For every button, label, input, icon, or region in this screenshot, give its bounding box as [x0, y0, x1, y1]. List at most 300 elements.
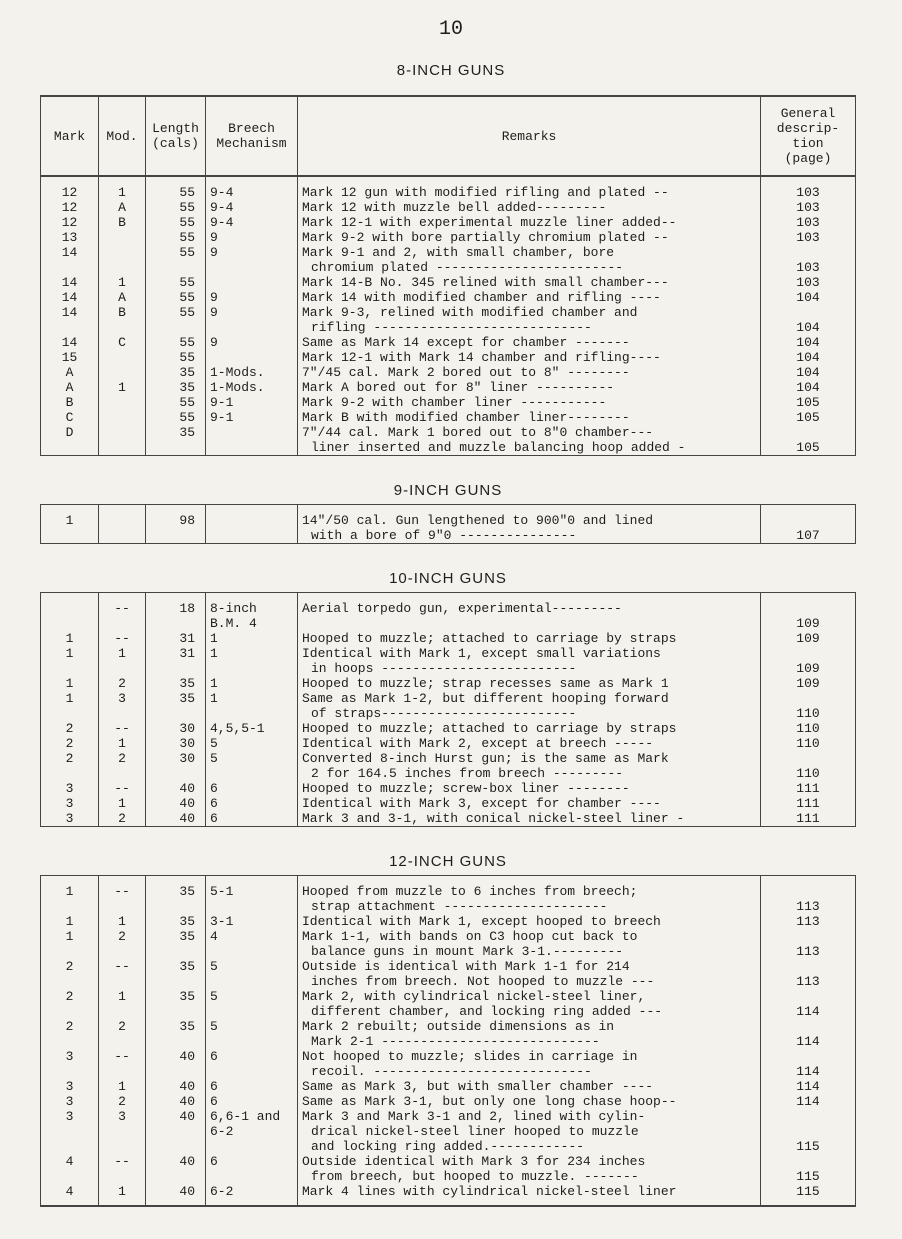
breech-cell — [206, 1184, 298, 1206]
breech-line: 3-1 — [210, 914, 234, 929]
remarks-cell — [298, 1079, 761, 1094]
length-cell: 35 — [146, 929, 206, 959]
breech-line: 1-Mods. — [210, 365, 265, 380]
mod-cell: 1 — [99, 989, 146, 1019]
page-ref-cell — [761, 425, 856, 456]
mark-cell: 3 — [41, 811, 99, 827]
table-row — [41, 781, 856, 796]
breech-line: 6 — [210, 1049, 218, 1064]
breech-line: 9 — [210, 305, 218, 320]
remarks-line: with a bore of 9"0 --------------- — [311, 528, 577, 543]
mod-cell: B — [99, 215, 146, 230]
breech-cell — [206, 1079, 298, 1094]
page-ref-cell — [761, 200, 856, 215]
table-row — [41, 230, 856, 245]
remarks-line: Not hooped to muzzle; slides in carriage in — [302, 1049, 638, 1064]
length-cell: 40 — [146, 1154, 206, 1184]
remarks-line: Mark 12 with muzzle bell added--------- — [302, 200, 607, 215]
mark-cell: 1 — [41, 914, 99, 929]
length-cell: 40 — [146, 811, 206, 827]
page-ref-cell — [761, 1094, 856, 1109]
page-ref: 114 — [796, 1064, 820, 1079]
mark-cell: 3 — [41, 796, 99, 811]
remarks-cell — [298, 305, 761, 335]
remarks-cell — [298, 425, 761, 456]
remarks-line: Mark 9-2 with bore partially chromium plated -- — [302, 230, 669, 245]
page-ref: 115 — [796, 1169, 820, 1184]
remarks-cell — [298, 350, 761, 365]
table-row — [41, 1109, 856, 1154]
remarks-line: 14"/50 cal. Gun lengthened to 900"0 and lined — [302, 513, 654, 528]
mod-cell: -- — [99, 781, 146, 796]
breech-cell — [206, 691, 298, 721]
mod-cell: -- — [99, 721, 146, 736]
page-ref: 105 — [796, 440, 820, 455]
page-ref: 114 — [796, 1004, 820, 1019]
length-cell: 30 — [146, 736, 206, 751]
table-row — [41, 1019, 856, 1049]
remarks-cell — [298, 245, 761, 275]
mark-cell: 3 — [41, 1094, 99, 1109]
length-cell: 35 — [146, 1019, 206, 1049]
table-row — [41, 631, 856, 646]
page-ref: 104 — [796, 380, 820, 395]
mark-cell: 13 — [41, 230, 99, 245]
page-ref: 105 — [796, 410, 820, 425]
section-heading-row — [41, 456, 856, 505]
mark-cell: 2 — [41, 751, 99, 781]
page-ref: 110 — [796, 766, 820, 781]
breech-line: B.M. 4 — [210, 616, 257, 631]
remarks-line: Converted 8-inch Hurst gun; is the same as Mark — [302, 751, 669, 766]
table-row — [41, 989, 856, 1019]
length-cell: 55 — [146, 335, 206, 350]
page-ref: 103 — [796, 185, 820, 200]
remarks-line: in hoops ------------------------- — [311, 661, 577, 676]
length-cell: 55 — [146, 230, 206, 245]
remarks-line: liner inserted and muzzle balancing hoop added - — [311, 440, 686, 455]
spacer — [765, 884, 851, 899]
table-row — [41, 646, 856, 676]
header-general — [761, 96, 856, 176]
page-ref-cell — [761, 751, 856, 781]
breech-cell — [206, 505, 298, 544]
gun-table — [40, 95, 856, 1207]
mark-cell: A — [41, 365, 99, 380]
remarks-line: Identical with Mark 3, except for chamber ---- — [302, 796, 661, 811]
length-cell: 31 — [146, 646, 206, 676]
remarks-line: Identical with Mark 2, except at breech ----- — [302, 736, 654, 751]
page-ref-cell — [761, 1154, 856, 1184]
remarks-line: Outside identical with Mark 3 for 234 inches — [302, 1154, 646, 1169]
page-ref-cell — [761, 275, 856, 290]
breech-cell — [206, 751, 298, 781]
remarks-cell — [298, 736, 761, 751]
mark-cell: 14 — [41, 335, 99, 350]
remarks-cell — [298, 335, 761, 350]
page-ref-cell — [761, 335, 856, 350]
mark-cell: 1 — [41, 676, 99, 691]
table-row — [41, 1184, 856, 1206]
mod-cell: -- — [99, 876, 146, 915]
remarks-cell — [298, 989, 761, 1019]
table-row — [41, 200, 856, 215]
length-cell: 35 — [146, 876, 206, 915]
table-header — [41, 96, 856, 176]
remarks-cell — [298, 914, 761, 929]
length-cell: 55 — [146, 410, 206, 425]
mark-cell: 3 — [41, 781, 99, 796]
length-cell: 40 — [146, 1109, 206, 1154]
page-ref: 103 — [796, 200, 820, 215]
page-ref-cell — [761, 736, 856, 751]
breech-cell — [206, 410, 298, 425]
table-row — [41, 691, 856, 721]
remarks-cell — [298, 1184, 761, 1206]
remarks-cell — [298, 781, 761, 796]
page-ref-cell — [761, 290, 856, 305]
mod-cell: 1 — [99, 380, 146, 395]
breech-cell — [206, 736, 298, 751]
breech-cell — [206, 350, 298, 365]
header-general-line: General — [780, 106, 836, 121]
remarks-line: strap attachment --------------------- — [311, 899, 608, 914]
breech-line: 6 — [210, 781, 218, 796]
breech-cell — [206, 631, 298, 646]
breech-line: 5-1 — [210, 884, 234, 899]
remarks-cell — [298, 365, 761, 380]
length-cell: 40 — [146, 1094, 206, 1109]
remarks-line: different chamber, and locking ring added --- — [311, 1004, 663, 1019]
remarks-line: Mark 3 and Mark 3-1 and 2, lined with cylin- — [302, 1109, 646, 1124]
section-heading-row — [41, 544, 856, 593]
page-ref-cell — [761, 215, 856, 230]
remarks-cell — [298, 410, 761, 425]
breech-line: 1-Mods. — [210, 380, 265, 395]
breech-line: 9 — [210, 245, 218, 260]
mark-cell: 2 — [41, 736, 99, 751]
breech-line: 1 — [210, 676, 218, 691]
mark-cell: D — [41, 425, 99, 456]
breech-line: 1 — [210, 691, 218, 706]
remarks-line: Outside is identical with Mark 1-1 for 214 — [302, 959, 630, 974]
header-length-line: Length — [152, 121, 199, 136]
breech-cell — [206, 365, 298, 380]
mod-cell — [99, 230, 146, 245]
page-ref: 109 — [796, 616, 820, 631]
page-ref: 105 — [796, 395, 820, 410]
breech-line: 9 — [210, 230, 218, 245]
page-ref-cell — [761, 1109, 856, 1154]
breech-cell — [206, 721, 298, 736]
mod-cell: 1 — [99, 176, 146, 200]
breech-cell — [206, 230, 298, 245]
page-ref-cell — [761, 350, 856, 365]
remarks-line: Hooped to muzzle; strap recesses same as Mark 1 — [302, 676, 669, 691]
table-row — [41, 410, 856, 425]
length-cell: 55 — [146, 200, 206, 215]
table-row — [41, 796, 856, 811]
breech-cell — [206, 646, 298, 676]
mod-cell — [99, 505, 146, 544]
length-cell: 35 — [146, 959, 206, 989]
length-cell: 40 — [146, 1049, 206, 1079]
remarks-cell — [298, 230, 761, 245]
mod-cell: 2 — [99, 1094, 146, 1109]
breech-cell — [206, 395, 298, 410]
length-cell: 55 — [146, 176, 206, 200]
remarks-cell — [298, 646, 761, 676]
table-row — [41, 959, 856, 989]
mark-cell: 2 — [41, 989, 99, 1019]
breech-cell — [206, 176, 298, 200]
spacer — [765, 1109, 851, 1124]
mod-cell: A — [99, 200, 146, 215]
breech-cell — [206, 305, 298, 335]
mod-cell: -- — [99, 959, 146, 989]
header-mark: Mark — [41, 96, 99, 176]
remarks-cell — [298, 1094, 761, 1109]
mod-cell: 1 — [99, 1184, 146, 1206]
length-cell: 35 — [146, 989, 206, 1019]
remarks-line: Mark B with modified chamber liner-------- — [302, 410, 630, 425]
remarks-cell — [298, 796, 761, 811]
mod-cell: 1 — [99, 275, 146, 290]
mod-cell: -- — [99, 631, 146, 646]
breech-cell — [206, 676, 298, 691]
mark-cell: 15 — [41, 350, 99, 365]
header-general-line: tion — [792, 136, 824, 151]
remarks-line: Mark 3 and 3-1, with conical nickel-steel liner - — [302, 811, 685, 826]
table-row — [41, 290, 856, 305]
page-ref-cell — [761, 989, 856, 1019]
mod-cell — [99, 410, 146, 425]
table-row — [41, 1049, 856, 1079]
breech-line: 1 — [210, 631, 218, 646]
remarks-cell — [298, 691, 761, 721]
mark-cell: 14 — [41, 305, 99, 335]
table-row — [41, 395, 856, 410]
page-ref: 115 — [796, 1139, 820, 1154]
breech-cell — [206, 1109, 298, 1154]
header-general-line: (page) — [784, 151, 832, 166]
page-ref: 104 — [796, 290, 820, 305]
header-mod: Mod. — [99, 96, 146, 176]
remarks-line: Mark 12-1 with experimental muzzle liner added-- — [302, 215, 677, 230]
remarks-cell — [298, 1049, 761, 1079]
remarks-line: rifling ---------------------------- — [311, 320, 592, 335]
spacer — [765, 1019, 851, 1034]
remarks-line: Mark 2-1 ---------------------------- — [311, 1034, 600, 1049]
remarks-cell — [298, 1154, 761, 1184]
page-ref: 109 — [796, 631, 820, 646]
breech-line: 6,6-1 and — [210, 1109, 281, 1124]
table-row — [41, 676, 856, 691]
page-ref: 110 — [796, 736, 820, 751]
remarks-cell — [298, 176, 761, 200]
remarks-cell — [298, 505, 761, 544]
breech-cell — [206, 335, 298, 350]
page-ref: 113 — [796, 974, 820, 989]
mark-cell: 2 — [41, 959, 99, 989]
mark-cell: 4 — [41, 1184, 99, 1206]
remarks-line: Mark 2 rebuilt; outside dimensions as in — [302, 1019, 615, 1034]
length-cell: 55 — [146, 215, 206, 230]
page-ref-cell — [761, 176, 856, 200]
breech-line: 4,5,5-1 — [210, 721, 265, 736]
length-cell: 55 — [146, 350, 206, 365]
page-ref-cell — [761, 505, 856, 544]
breech-cell — [206, 811, 298, 827]
breech-cell — [206, 1154, 298, 1184]
page-ref: 113 — [796, 944, 820, 959]
page-ref: 104 — [796, 365, 820, 380]
breech-cell — [206, 245, 298, 275]
breech-line: 5 — [210, 959, 218, 974]
page-title: 8-INCH GUNS — [396, 62, 506, 79]
page-ref: 110 — [796, 706, 820, 721]
remarks-cell — [298, 959, 761, 989]
table-row — [41, 751, 856, 781]
breech-cell — [206, 1019, 298, 1049]
table-row — [41, 215, 856, 230]
table-row — [41, 505, 856, 544]
mark-cell: 12 — [41, 215, 99, 230]
remarks-cell — [298, 631, 761, 646]
page-ref: 110 — [796, 721, 820, 736]
header-length-line: (cals) — [152, 136, 199, 151]
header-length — [146, 96, 206, 176]
spacer — [765, 959, 851, 974]
page-ref-cell — [761, 914, 856, 929]
page-ref: 115 — [796, 1184, 820, 1199]
mod-cell: -- — [99, 1154, 146, 1184]
table-row — [41, 811, 856, 827]
spacer — [765, 691, 851, 706]
mod-cell: 2 — [99, 751, 146, 781]
section-heading-cell — [41, 456, 856, 505]
remarks-line: inches from breech. Not hooped to muzzle --- — [311, 974, 655, 989]
section-title: 10-INCH GUNS — [389, 570, 507, 587]
mod-cell: 1 — [99, 646, 146, 676]
breech-line: 6 — [210, 1154, 218, 1169]
mark-cell: 4 — [41, 1154, 99, 1184]
mark-cell: 3 — [41, 1049, 99, 1079]
mark-cell: 2 — [41, 721, 99, 736]
remarks-line: Aerial torpedo gun, experimental--------- — [302, 601, 622, 616]
mark-cell: 14 — [41, 290, 99, 305]
page-ref-cell — [761, 929, 856, 959]
section-heading-cell — [41, 544, 856, 593]
page-ref-cell — [761, 811, 856, 827]
breech-line: 9-4 — [210, 215, 234, 230]
mark-cell: 1 — [41, 876, 99, 915]
length-cell: 35 — [146, 691, 206, 721]
remarks-cell — [298, 395, 761, 410]
mod-cell: 1 — [99, 1079, 146, 1094]
header-breech — [206, 96, 298, 176]
remarks-line: Mark 1-1, with bands on C3 hoop cut back to — [302, 929, 638, 944]
page-ref-cell — [761, 1184, 856, 1206]
header-breech-line: Breech — [228, 121, 275, 136]
mark-cell: 1 — [41, 505, 99, 544]
breech-line: 1 — [210, 646, 218, 661]
page-ref: 111 — [796, 811, 820, 826]
mod-cell — [99, 365, 146, 380]
page-ref-cell — [761, 959, 856, 989]
page-ref: 103 — [796, 260, 820, 275]
spacer — [765, 929, 851, 944]
breech-cell — [206, 929, 298, 959]
page-ref: 104 — [796, 350, 820, 365]
length-cell: 55 — [146, 275, 206, 290]
remarks-line: and locking ring added.------------ — [311, 1139, 585, 1154]
table-row — [41, 425, 856, 456]
remarks-cell — [298, 200, 761, 215]
spacer — [765, 646, 851, 661]
mod-cell — [99, 245, 146, 275]
table-row — [41, 593, 856, 632]
header-remarks: Remarks — [298, 96, 761, 176]
remarks-line: Mark 4 lines with cylindrical nickel-steel liner — [302, 1184, 677, 1199]
page-ref: 113 — [796, 914, 820, 929]
mod-cell — [99, 350, 146, 365]
breech-line: 6 — [210, 1094, 218, 1109]
page-ref: 109 — [796, 661, 820, 676]
remarks-cell — [298, 1109, 761, 1154]
mark-cell: 1 — [41, 691, 99, 721]
remarks-line: Same as Mark 1-2, but different hooping forward — [302, 691, 669, 706]
length-cell: 35 — [146, 676, 206, 691]
mark-cell: 3 — [41, 1109, 99, 1154]
remarks-line: Mark 2, with cylindrical nickel-steel liner, — [302, 989, 646, 1004]
breech-line: 9 — [210, 290, 218, 305]
section-heading-cell — [41, 827, 856, 876]
breech-cell — [206, 275, 298, 290]
page-ref-cell — [761, 380, 856, 395]
page-ref-cell — [761, 365, 856, 380]
mark-cell: 14 — [41, 275, 99, 290]
breech-line: 6-2 — [210, 1184, 234, 1199]
remarks-cell — [298, 676, 761, 691]
remarks-cell — [298, 215, 761, 230]
remarks-cell — [298, 876, 761, 915]
breech-line: 5 — [210, 1019, 218, 1034]
breech-cell — [206, 593, 298, 632]
page-ref-cell — [761, 781, 856, 796]
page-ref-cell — [761, 230, 856, 245]
table-row — [41, 350, 856, 365]
breech-line: 9-4 — [210, 185, 234, 200]
remarks-line: 7"/45 cal. Mark 2 bored out to 8" -------- — [302, 365, 630, 380]
remarks-cell — [298, 380, 761, 395]
remarks-line: Hooped to muzzle; attached to carriage by straps — [302, 631, 677, 646]
spacer — [765, 601, 851, 616]
page-ref: 103 — [796, 215, 820, 230]
breech-cell — [206, 380, 298, 395]
length-cell: 55 — [146, 290, 206, 305]
remarks-line: Mark 9-3, relined with modified chamber and — [302, 305, 638, 320]
mark-cell: 2 — [41, 1019, 99, 1049]
mod-cell: 2 — [99, 929, 146, 959]
mark-cell: 1 — [41, 929, 99, 959]
length-cell: 98 — [146, 505, 206, 544]
breech-cell — [206, 796, 298, 811]
remarks-line: Mark 12 gun with modified rifling and plated -- — [302, 185, 669, 200]
breech-line: 6 — [210, 796, 218, 811]
mark-cell: 1 — [41, 646, 99, 676]
remarks-line: Mark 9-1 and 2, with small chamber, bore — [302, 245, 615, 260]
